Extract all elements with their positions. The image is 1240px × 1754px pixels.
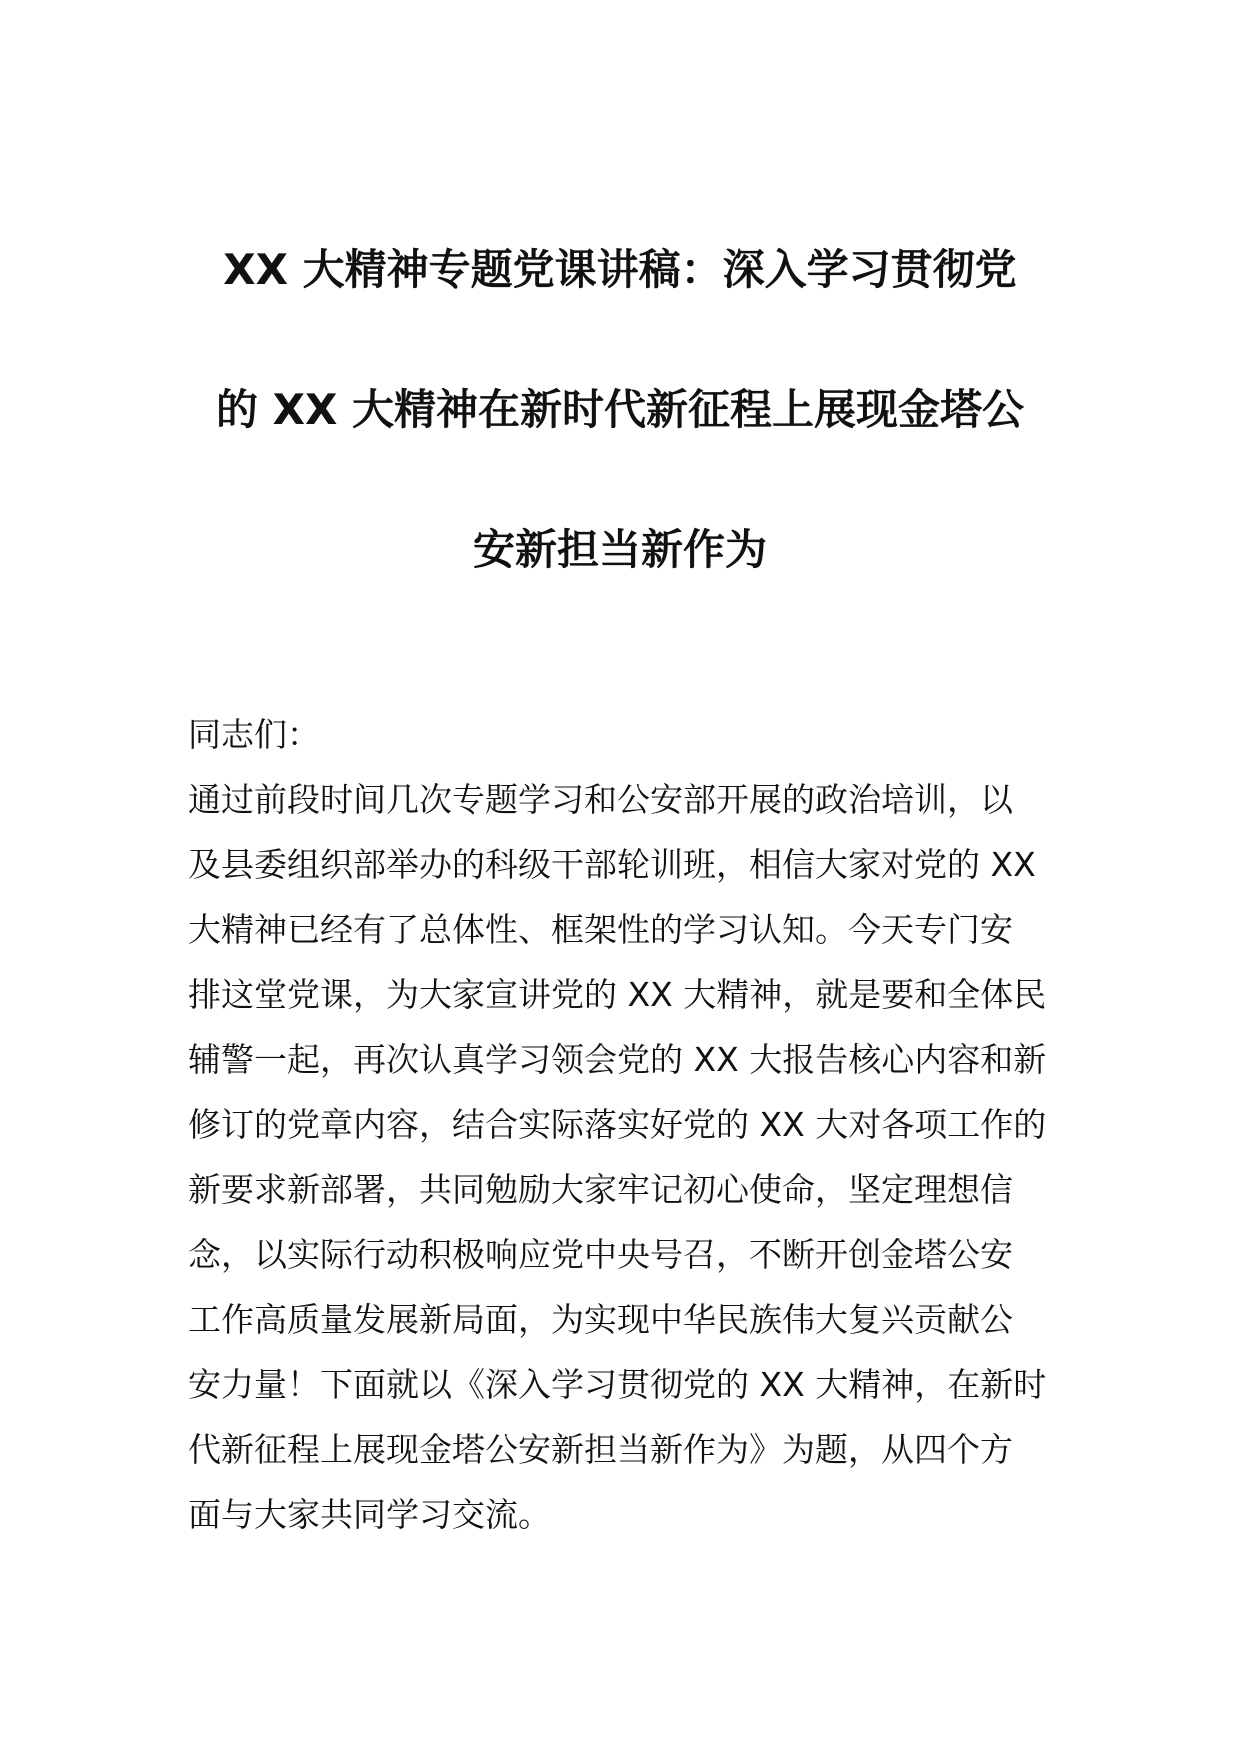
paragraph-line: 面与大家共同学习交流。 — [188, 1495, 551, 1534]
paragraph-line: 新要求新部署，共同勉励大家牢记初心使命，坚定理想信 — [188, 1170, 1013, 1209]
paragraph-line: 通过前段时间几次专题学习和公安部开展的政治培训，以 — [188, 780, 1013, 819]
document-title — [180, 200, 1060, 620]
paragraph-line: 安力量！下面就以《深入学习贯彻党的 XX 大精神，在新时 — [188, 1365, 1047, 1404]
document-body — [188, 702, 1058, 1547]
paragraph-line: 排这堂党课，为大家宣讲党的 XX 大精神，就是要和全体民 — [188, 975, 1047, 1014]
paragraph-line: 辅警一起，再次认真学习领会党的 XX 大报告核心内容和新 — [188, 1040, 1047, 1079]
title-line: 安新担当新作为 — [472, 525, 767, 574]
title-line: XX 大精神专题党课讲稿：深入学习贯彻党 — [223, 245, 1017, 294]
paragraph-line: 念，以实际行动积极响应党中央号召，不断开创金塔公安 — [188, 1235, 1013, 1274]
title-line: 的 XX 大精神在新时代新征程上展现金塔公 — [215, 385, 1024, 434]
paragraph-line: 工作高质量发展新局面，为实现中华民族伟大复兴贡献公 — [188, 1300, 1013, 1339]
salutation: 同志们： — [188, 715, 320, 754]
paragraph-line: 大精神已经有了总体性、框架性的学习认知。今天专门安 — [188, 910, 1013, 949]
body-paragraph — [188, 767, 1058, 1547]
paragraph-line: 代新征程上展现金塔公安新担当新作为》为题，从四个方 — [188, 1430, 1013, 1469]
paragraph-line: 修订的党章内容，结合实际落实好党的 XX 大对各项工作的 — [188, 1105, 1047, 1144]
paragraph-line: 及县委组织部举办的科级干部轮训班，相信大家对党的 XX — [188, 845, 1036, 884]
